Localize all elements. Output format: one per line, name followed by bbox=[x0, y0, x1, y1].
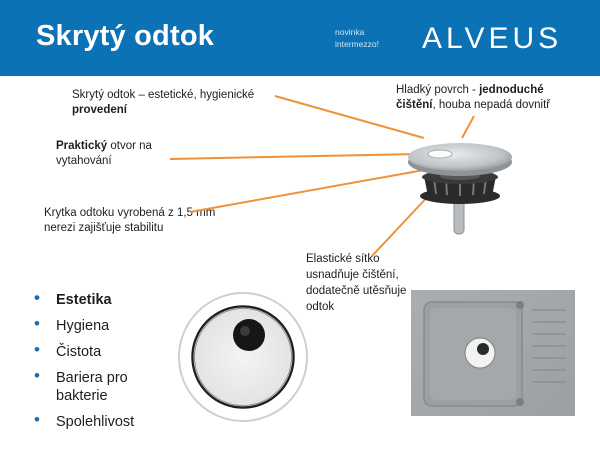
feature-label: Čistota bbox=[56, 344, 102, 360]
page-title: Skrytý odtok bbox=[36, 20, 215, 52]
note-sieve-text: Elastické sítko usnadňuje čištění, dodatečně utěsňuje odtok bbox=[306, 253, 407, 313]
bullet-icon: • bbox=[34, 314, 40, 333]
arrow-smooth bbox=[462, 116, 474, 138]
sink-image bbox=[411, 290, 575, 416]
feature-label: Hygiena bbox=[56, 318, 110, 334]
drain-exploded-view bbox=[408, 143, 512, 234]
bullet-icon: • bbox=[34, 366, 40, 385]
note-practical-text: otvor na vytahování bbox=[56, 140, 152, 167]
note-practical-bold: Praktický bbox=[56, 140, 108, 152]
note-aesthetic-bold: provedení bbox=[72, 104, 127, 116]
drain-top-view bbox=[179, 293, 307, 421]
arrow-sieve bbox=[372, 192, 432, 256]
note-smooth-text-1: Hladký povrch - bbox=[396, 84, 480, 96]
tagline-line-2: intermezzo! bbox=[335, 39, 379, 49]
note-aesthetic-text: Skrytý odtok – estetické, hygienické bbox=[72, 89, 255, 101]
note-cover-text: Krytka odtoku vyrobená z 1,5 mm nerezi zajišťuje stabilitu bbox=[44, 207, 216, 234]
arrow-aesthetic bbox=[275, 96, 424, 138]
arrow-practical bbox=[170, 154, 418, 159]
note-smooth-bold: jednoduché čištění bbox=[396, 84, 544, 111]
feature-label: Bariera pro bakterie bbox=[56, 370, 128, 404]
tagline-line-1: novinka bbox=[335, 27, 365, 37]
bullet-icon: • bbox=[34, 340, 40, 359]
bullet-icon: • bbox=[34, 410, 40, 429]
brand-logo: ALVEUS bbox=[422, 22, 563, 55]
feature-label: Estetika bbox=[56, 292, 112, 308]
feature-label: Spolehlivost bbox=[56, 414, 135, 430]
note-smooth-text-2: , houba nepadá dovnitř bbox=[432, 99, 551, 111]
arrow-cover bbox=[190, 170, 424, 212]
bullet-icon: • bbox=[34, 288, 40, 307]
